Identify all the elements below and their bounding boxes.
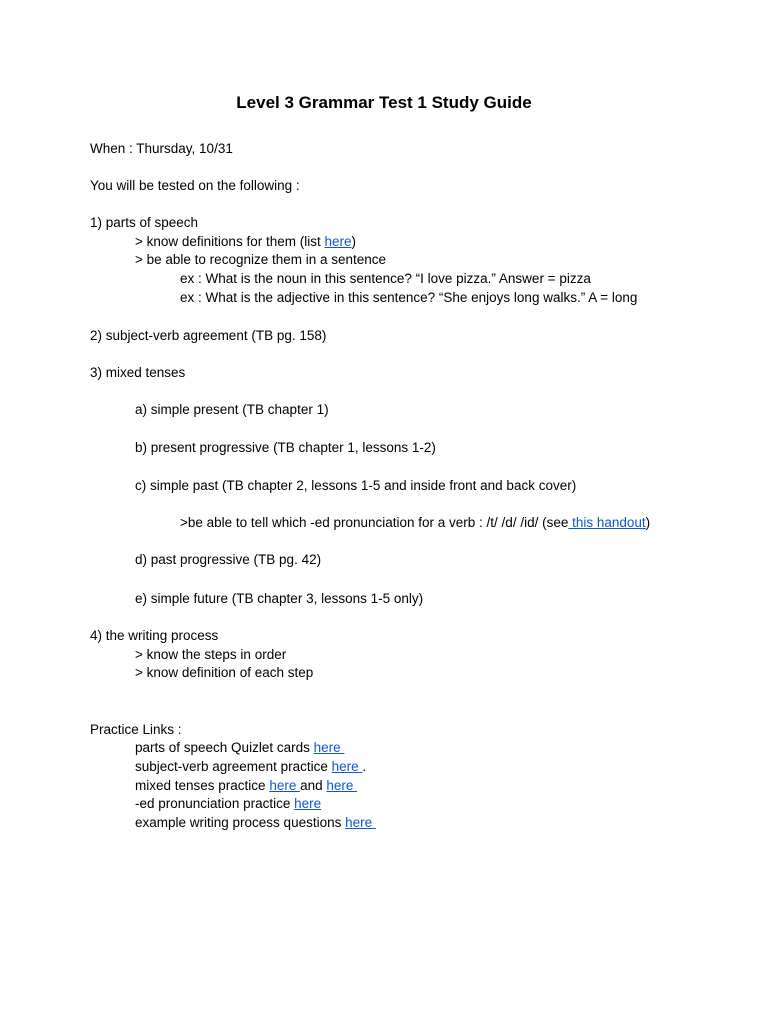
quizlet-cards-link[interactable]: here: [313, 740, 345, 755]
when-line: When : Thursday, 10/31: [90, 141, 233, 156]
practice-sva-text: subject-verb agreement practice: [135, 759, 332, 774]
practice-pos-text: parts of speech Quizlet cards: [135, 740, 314, 755]
tense-past-progressive: d) past progressive (TB pg. 42): [135, 552, 322, 567]
practice-pos-line: [135, 739, 344, 757]
practice-mixed-text: mixed tenses practice: [135, 778, 270, 793]
example-noun-line: ex : What is the noun in this sentence? “I love pizza.” Answer = pizza: [180, 271, 591, 286]
practice-sva-suffix: .: [362, 759, 367, 774]
section-4-heading: 4) the writing process: [90, 628, 219, 643]
mixed-tenses-link-2[interactable]: here: [326, 778, 358, 793]
tense-simple-past: c) simple past (TB chapter 2, lessons 1-5 and inside front and back cover): [135, 478, 577, 493]
ed-pronunciation-link[interactable]: here: [294, 796, 322, 811]
ed-pronunciation-note: [180, 514, 650, 532]
definitions-text: > know definitions for them (list: [135, 234, 325, 249]
this-handout-link[interactable]: this handout: [568, 515, 646, 530]
sva-practice-link[interactable]: here: [331, 759, 363, 774]
ed-note-suffix: ): [645, 515, 651, 530]
writing-steps-line: > know the steps in order: [135, 647, 287, 662]
practice-mixed-line: [135, 777, 357, 795]
practice-writing-line: [135, 814, 376, 832]
practice-mixed-and: and: [300, 778, 327, 793]
recognize-line: > be able to recognize them in a sentence: [135, 252, 387, 267]
practice-writing-text: example writing process questions: [135, 815, 346, 830]
definitions-suffix: ): [351, 234, 356, 249]
definitions-list-link[interactable]: here: [324, 234, 352, 249]
practice-links-heading: Practice Links :: [90, 722, 182, 737]
mixed-tenses-link-1[interactable]: here: [269, 778, 301, 793]
page-title: Level 3 Grammar Test 1 Study Guide: [236, 93, 532, 112]
practice-ed-line: [135, 795, 321, 813]
tense-present-progressive: b) present progressive (TB chapter 1, lessons 1-2): [135, 440, 436, 455]
section-1-heading: 1) parts of speech: [90, 215, 199, 230]
tense-simple-future: e) simple future (TB chapter 3, lessons 1-5 only): [135, 591, 424, 606]
ed-note-text: >be able to tell which -ed pronunciation for a verb : /t/ /d/ /id/ (see: [180, 515, 569, 530]
practice-ed-text: -ed pronunciation practice: [135, 796, 295, 811]
intro-line: You will be tested on the following :: [90, 178, 300, 193]
section-2-heading: 2) subject-verb agreement (TB pg. 158): [90, 328, 327, 343]
tense-simple-present: a) simple present (TB chapter 1): [135, 402, 329, 417]
writing-definition-line: > know definition of each step: [135, 665, 314, 680]
writing-process-link[interactable]: here: [345, 815, 376, 830]
section-3-heading: 3) mixed tenses: [90, 365, 186, 380]
example-adjective-line: ex : What is the adjective in this sentence? “She enjoys long walks.” A = long: [180, 290, 638, 305]
practice-sva-line: [135, 758, 366, 776]
definitions-line: [135, 233, 356, 251]
